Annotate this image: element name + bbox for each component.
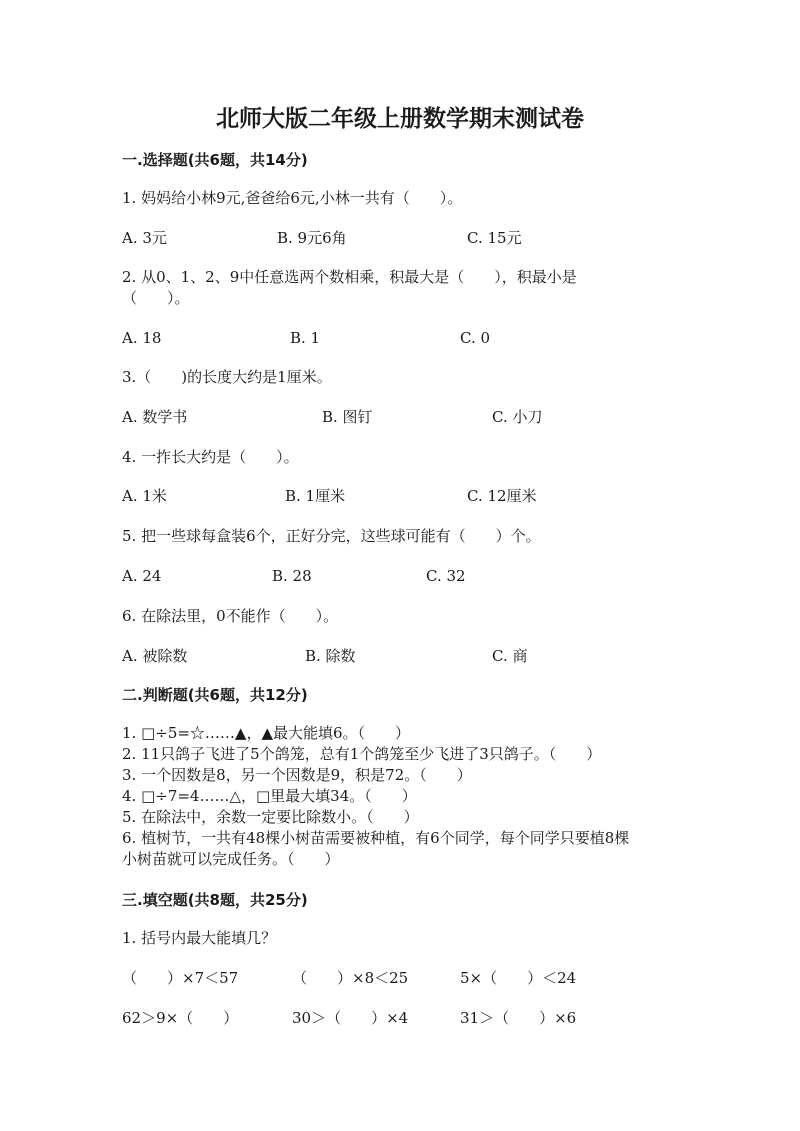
question-1-5: 5. 把一些球每盒装6个，正好分完，这些球可能有（ ）个。 xyxy=(122,527,541,545)
judgment-line-6: 6. 植树节，一共有48棵小树苗需要被种植，有6个同学，每个同学只要植8棵 xyxy=(122,829,630,847)
fill-item: 31＞（ ）×6 xyxy=(460,1009,577,1027)
option-1-2-a: A. 18 xyxy=(122,329,162,347)
option-1-4-c: C. 12厘米 xyxy=(467,487,537,505)
page-title: 北师大版二年级上册数学期末测试卷 xyxy=(216,106,584,132)
option-1-6-a: A. 被除数 xyxy=(122,647,188,665)
judgment-line-3: 3. 一个因数是8，另一个因数是9，积是72。（ ） xyxy=(122,766,472,784)
section-heading-fill: 三.填空题(共8题，共25分) xyxy=(122,891,308,909)
section-heading-choice: 一.选择题(共6题，共14分) xyxy=(122,151,308,169)
question-1-1: 1. 妈妈给小林9元,爸爸给6元,小林一共有（ ）。 xyxy=(122,189,463,207)
option-1-4-a: A. 1米 xyxy=(122,487,167,505)
option-1-4-b: B. 1厘米 xyxy=(285,487,346,505)
option-1-6-b: B. 除数 xyxy=(305,647,356,665)
option-1-3-a: A. 数学书 xyxy=(122,408,188,426)
question-1-4: 4. 一拃长大约是（ ）。 xyxy=(122,448,299,466)
question-1-6: 6. 在除法里，0不能作（ ）。 xyxy=(122,607,339,625)
fill-question-1: 1. 括号内最大能填几？ xyxy=(122,929,277,947)
judgment-line-6-cont: 小树苗就可以完成任务。（ ） xyxy=(122,850,340,868)
option-1-3-c: C. 小刀 xyxy=(492,408,543,426)
question-1-3: 3.（ )的长度大约是1厘米。 xyxy=(122,368,332,386)
option-1-5-c: C. 32 xyxy=(426,567,466,585)
option-1-1-b: B. 9元6角 xyxy=(277,229,347,247)
question-1-2: 2. 从0、1、2、9中任意选两个数相乘，积最大是（ ），积最小是 xyxy=(122,268,577,286)
option-1-1-a: A. 3元 xyxy=(122,229,167,247)
option-1-5-b: B. 28 xyxy=(272,567,312,585)
fill-item: 30＞（ ）×4 xyxy=(292,1009,409,1027)
judgment-line-1: 1. □÷5=☆……▲，▲最大能填6。（ ） xyxy=(122,724,411,742)
option-1-1-c: C. 15元 xyxy=(467,229,522,247)
fill-item: 5×（ ）＜24 xyxy=(460,969,577,987)
option-1-5-a: A. 24 xyxy=(122,567,162,585)
option-1-2-b: B. 1 xyxy=(290,329,321,347)
option-1-2-c: C. 0 xyxy=(460,329,491,347)
question-1-2-cont: （ ）。 xyxy=(122,289,190,307)
fill-item: 62＞9×（ ） xyxy=(122,1009,239,1027)
section-heading-judgment: 二.判断题(共6题，共12分) xyxy=(122,686,308,704)
judgment-line-4: 4. □÷7=4……△，□里最大填34。（ ） xyxy=(122,787,417,805)
fill-item: （ ）×7＜57 xyxy=(122,969,239,987)
judgment-line-5: 5. 在除法中，余数一定要比除数小。（ ） xyxy=(122,808,419,826)
fill-item: （ ）×8＜25 xyxy=(292,969,409,987)
option-1-6-c: C. 商 xyxy=(492,647,528,665)
option-1-3-b: B. 图钉 xyxy=(322,408,373,426)
judgment-line-2: 2. 11只鸽子飞进了5个鸽笼，总有1个鸽笼至少飞进了3只鸽子。（ ） xyxy=(122,745,602,763)
